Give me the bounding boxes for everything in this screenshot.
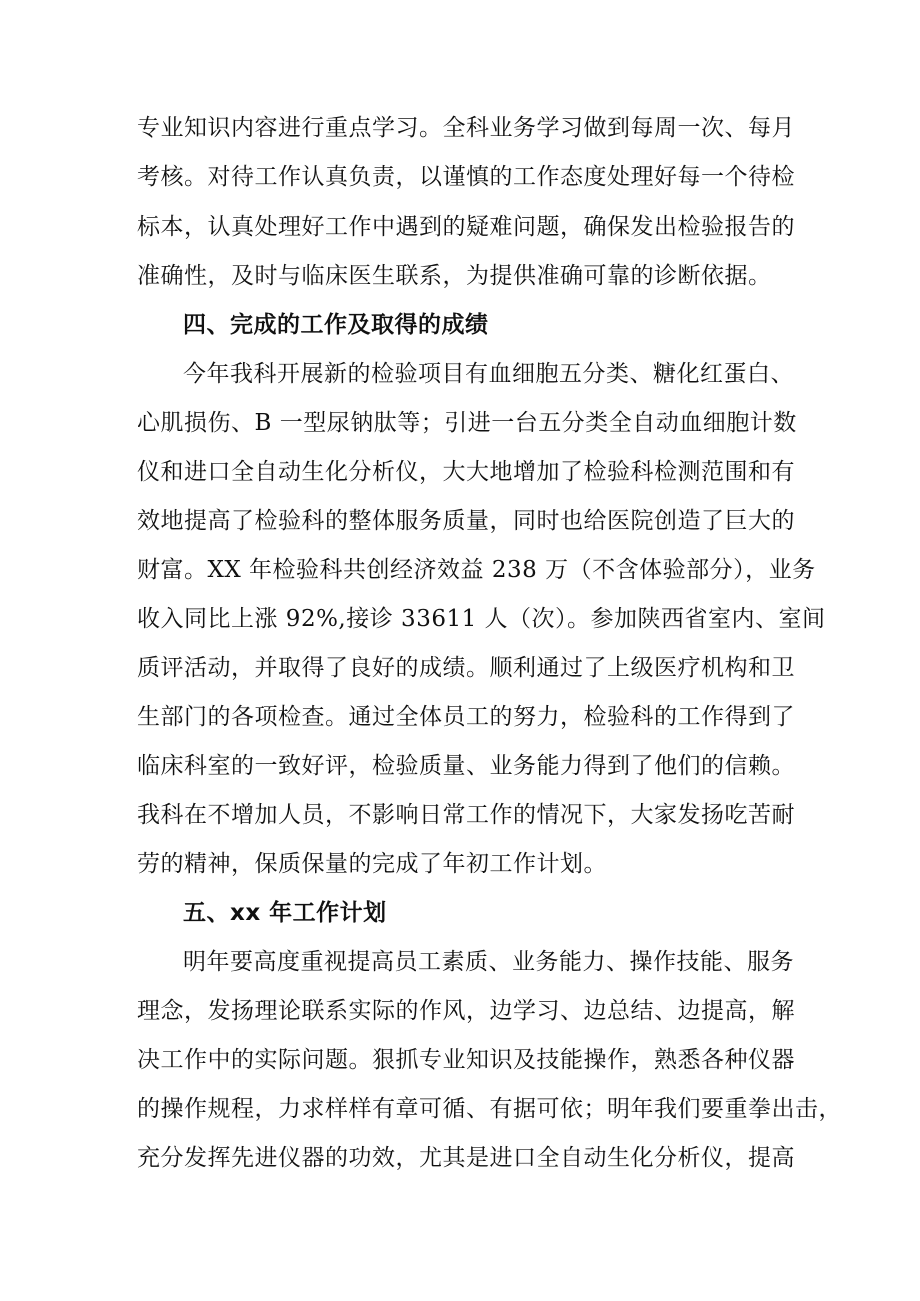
paragraph-line: 我科在不增加人员，不影响日常工作的情况下，大家发扬吃苦耐 <box>137 802 795 828</box>
paragraph-line: 标本，认真处理好工作中遇到的疑难问题，确保发出检验报告的 <box>137 214 795 240</box>
paragraph-line: 生部门的各项检查。通过全体员工的努力，检验科的工作得到了 <box>137 704 795 730</box>
paragraph-line: 充分发挥先进仪器的功效，尤其是进口全自动生化分析仪，提高 <box>137 1145 795 1171</box>
paragraph-line: 理念，发扬理论联系实际的作风，边学习、边总结、边提高，解 <box>137 998 795 1024</box>
paragraph-line: 心肌损伤、B 一型尿钠肽等；引进一台五分类全自动血细胞计数 <box>137 410 797 436</box>
paragraph-line: 明年要高度重视提高员工素质、业务能力、操作技能、服务 <box>183 949 794 975</box>
paragraph-line: 考核。对待工作认真负责，以谨慎的工作态度处理好每一个待检 <box>137 164 795 190</box>
section-heading-4: 四、完成的工作及取得的成绩 <box>183 312 489 338</box>
paragraph-line: 仪和进口全自动生化分析仪，大大地增加了检验科检测范围和有 <box>137 459 795 485</box>
paragraph-line: 劳的精神，保质保量的完成了年初工作计划。 <box>137 851 607 877</box>
paragraph-line: 效地提高了检验科的整体服务质量，同时也给医院创造了巨大的 <box>137 508 795 534</box>
paragraph-line: 财富。XX 年检验科共创经济效益 238 万（不含体验部分），业务 <box>137 557 816 583</box>
paragraph-line: 今年我科开展新的检验项目有血细胞五分类、糖化红蛋白、 <box>183 361 794 387</box>
paragraph-line: 收入同比上涨 92%,接诊 33611 人（次）。参加陕西省室内、室间 <box>137 606 826 632</box>
paragraph-line: 专业知识内容进行重点学习。全科业务学习做到每周一次、每月 <box>137 115 795 141</box>
paragraph-line: 质评活动，并取得了良好的成绩。顺利通过了上级医疗机构和卫 <box>137 655 795 681</box>
paragraph-line: 的操作规程，力求样样有章可循、有据可依；明年我们要重拳出击， <box>137 1096 842 1122</box>
section-heading-5: 五、xx 年工作计划 <box>183 900 387 926</box>
paragraph-line: 决工作中的实际问题。狠抓专业知识及技能操作，熟悉各种仪器 <box>137 1047 795 1073</box>
paragraph-line: 临床科室的一致好评，检验质量、业务能力得到了他们的信赖。 <box>137 753 795 779</box>
paragraph-line: 准确性，及时与临床医生联系，为提供准确可靠的诊断依据。 <box>137 263 772 289</box>
